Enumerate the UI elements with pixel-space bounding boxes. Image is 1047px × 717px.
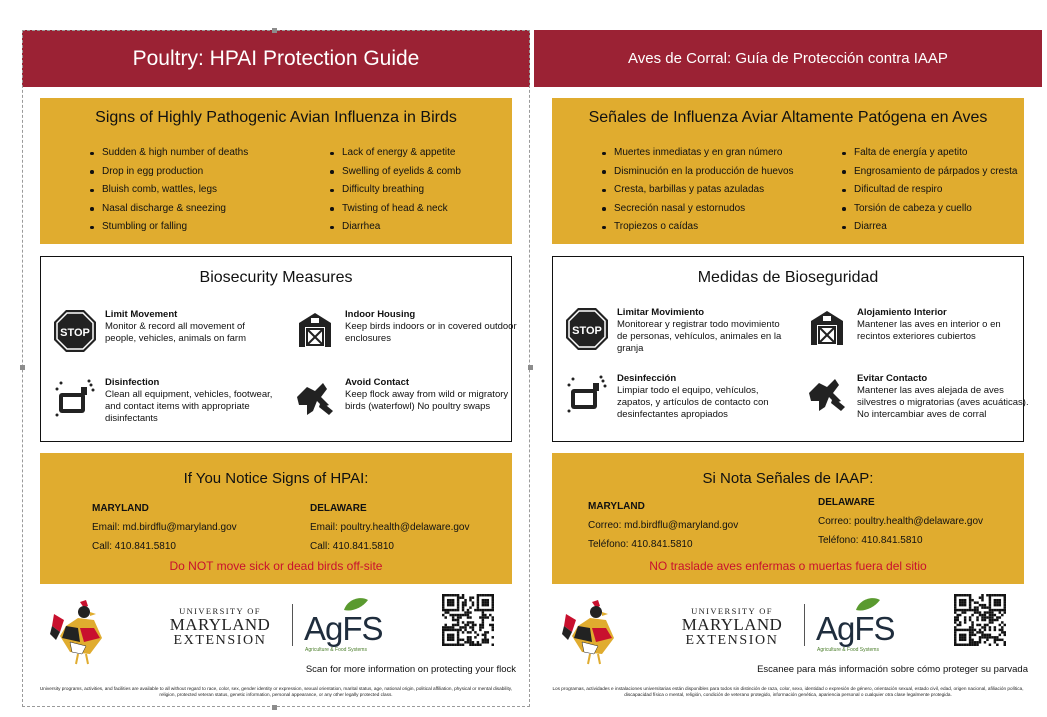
measure-text: Keep flock away from wild or migratory birds (waterfowl) No poultry swaps: [345, 389, 509, 412]
list-item: Muertes inmediatas y en gran número: [600, 144, 794, 163]
footer: [22, 590, 530, 707]
disinfectant-spray-icon: [565, 373, 609, 417]
page-title: Poultry: HPAI Protection Guide: [22, 30, 530, 87]
page-title: Aves de Corral: Guía de Protección contra IAAP: [534, 30, 1042, 87]
list-item: Twisting of head & neck: [328, 200, 461, 219]
agfs-name: AgFS: [816, 610, 895, 647]
list-item: Difficulty breathing: [328, 181, 461, 200]
nondiscrimination-statement: Los programas, actividades e instalaciones universitarias están disponibles para todos sin distinción de raza, color, sexo, identidad o expresión de género, orientación sexual, estado civil, edad, origen nacional, afiliación política, discapacidad física o mental, religión, condición de veterano protegido, información genética, apariencia personal o cualquier otra clase legalmente protegida.: [552, 686, 1024, 697]
measure-text: Mantener las aves en interior o en recintos exteriores cubiertos: [857, 319, 1001, 342]
scan-caption: Escanee para más información sobre cómo proteger su parvada: [757, 664, 1028, 675]
measure-text: Mantener las aves alejada de aves silvestres o migratorias (aves acuáticas). No intercambiar aves de corral: [857, 385, 1029, 420]
list-item: Diarrhea: [328, 218, 461, 237]
spanish-page: [534, 30, 1042, 707]
state-name: DELAWARE: [818, 497, 875, 508]
biosecurity-title: Biosecurity Measures: [199, 269, 353, 286]
list-item: Diarrea: [840, 218, 1017, 237]
stop-sign-icon: [53, 309, 97, 353]
email-contact[interactable]: Correo: poultry.health@delaware.gov: [818, 516, 984, 527]
email-contact[interactable]: Email: poultry.health@delaware.gov: [310, 522, 470, 533]
logo-text: EXTENSION: [173, 633, 267, 648]
signs-list-right: [328, 144, 461, 237]
signs-list-right: [840, 144, 1017, 237]
measure-text: Clean all equipment, vehicles, footwear, and contact items with appropriate disinfectants: [105, 389, 273, 424]
list-item: Falta de energía y apetito: [840, 144, 1017, 163]
signs-list-left: [88, 144, 248, 237]
warning-text: NO traslade aves enfermas o muertas fuera del sitio: [649, 559, 927, 573]
signs-list-left: [600, 144, 794, 237]
list-item: Stumbling or falling: [88, 218, 248, 237]
list-item: Lack of energy & appetite: [328, 144, 461, 163]
resize-handle[interactable]: [272, 28, 277, 33]
nondiscrimination-statement: University programs, activities, and facilities are available to all without regard to race, color, sex, gender identity or expression, sexual orientation, marital status, age, national origin, political affiliation, physical or mental disability, religion, protected veteran status, genetic information, personal appearance, or any other legally protected class.: [39, 686, 513, 697]
list-item: Nasal discharge & sneezing: [88, 200, 248, 219]
contact-maryland: [588, 497, 738, 554]
barn-icon: [293, 309, 337, 353]
contact-delaware: [818, 493, 983, 550]
measure-title: Avoid Contact: [345, 377, 410, 388]
stop-sign-icon: [565, 307, 609, 351]
phone-contact[interactable]: Teléfono: 410.841.5810: [588, 539, 693, 550]
agfs-logo: [304, 596, 396, 656]
measure-title: Alojamiento Interior: [857, 307, 947, 318]
state-name: MARYLAND: [588, 501, 645, 512]
state-name: DELAWARE: [310, 503, 367, 514]
measure-title: Desinfección: [617, 373, 677, 384]
wild-bird-icon: [293, 377, 337, 421]
logo-text: MARYLAND: [169, 615, 271, 634]
agfs-name: AgFS: [304, 610, 383, 647]
logo-text: UNIVERSITY OF: [179, 606, 261, 616]
biosecurity-panel: [552, 256, 1029, 442]
list-item: Secreción nasal y estornudos: [600, 200, 794, 219]
signs-panel: [40, 98, 512, 244]
list-item: Disminución en la producción de huevos: [600, 163, 794, 182]
resize-handle[interactable]: [272, 705, 277, 710]
agfs-logo: [816, 596, 908, 656]
signs-panel: [552, 98, 1024, 244]
qr-code-icon[interactable]: [442, 594, 494, 646]
phone-contact[interactable]: Call: 410.841.5810: [92, 541, 176, 552]
biosecurity-panel: [40, 256, 517, 442]
resize-handle[interactable]: [528, 365, 533, 370]
signs-title: Señales de Influenza Aviar Altamente Patógena en Aves: [588, 109, 988, 126]
logo-divider: [292, 604, 293, 646]
state-name: MARYLAND: [92, 503, 149, 514]
svg-text:STOP: STOP: [572, 325, 602, 337]
measure-title: Limitar Movimiento: [617, 307, 705, 318]
biosecurity-title: Medidas de Bioseguridad: [697, 269, 879, 286]
english-page: [22, 30, 530, 707]
list-item: Engrosamiento de párpados y cresta: [840, 163, 1017, 182]
notice-panel: [40, 453, 512, 584]
email-contact[interactable]: Correo: md.birdflu@maryland.gov: [588, 520, 739, 531]
list-item: Bluish comb, wattles, legs: [88, 181, 248, 200]
resize-handle[interactable]: [20, 365, 25, 370]
footer: [534, 590, 1042, 707]
scan-caption: Scan for more information on protecting your flock: [305, 664, 516, 675]
logo-text: UNIVERSITY OF: [691, 606, 773, 616]
logo-text: EXTENSION: [685, 633, 779, 648]
list-item: Torsión de cabeza y cuello: [840, 200, 1017, 219]
measure-text: Monitorear y registrar todo movimiento de personas, vehículos, animales en la granja: [617, 319, 782, 354]
logo-text: MARYLAND: [681, 615, 783, 634]
measure-title: Indoor Housing: [345, 309, 416, 320]
list-item: Sudden & high number of deaths: [88, 144, 248, 163]
measure-text: Keep birds indoors or in covered outdoor enclosures: [345, 321, 517, 344]
notice-title: If You Notice Signs of HPAI:: [183, 470, 369, 487]
list-item: Cresta, barbillas y patas azuladas: [600, 181, 794, 200]
phone-contact[interactable]: Call: 410.841.5810: [310, 541, 394, 552]
notice-panel: [552, 453, 1024, 584]
maryland-rooster-logo: [562, 598, 626, 666]
umd-extension-logo: [672, 606, 792, 648]
umd-extension-logo: [160, 606, 280, 648]
signs-title: Signs of Highly Pathogenic Avian Influenza in Birds: [95, 109, 457, 126]
contact-maryland: [92, 499, 237, 556]
measure-title: Disinfection: [105, 377, 160, 388]
phone-contact[interactable]: Teléfono: 410.841.5810: [818, 535, 923, 546]
notice-title: Si Nota Señales de IAAP:: [702, 470, 874, 487]
contact-delaware: [310, 499, 470, 556]
measure-title: Evitar Contacto: [857, 373, 928, 384]
warning-text: Do NOT move sick or dead birds off-site: [169, 559, 383, 573]
qr-code-icon[interactable]: [954, 594, 1006, 646]
measure-title: Limit Movement: [105, 309, 178, 320]
measure-text: Limpiar todo el equipo, vehículos, zapatos, y artículos de contacto con desinfectantes apropiados: [617, 385, 769, 420]
measure-text: Monitor & record all movement of people, vehicles, animals on farm: [105, 321, 246, 344]
wild-bird-icon: [805, 373, 849, 417]
agfs-subtitle: Agriculture & Food Systems: [817, 647, 879, 653]
svg-text:STOP: STOP: [60, 327, 90, 339]
list-item: Dificultad de respiro: [840, 181, 1017, 200]
email-contact[interactable]: Email: md.birdflu@maryland.gov: [92, 522, 237, 533]
maryland-rooster-logo: [50, 598, 114, 666]
list-item: Swelling of eyelids & comb: [328, 163, 461, 182]
agfs-subtitle: Agriculture & Food Systems: [305, 647, 367, 653]
logo-divider: [804, 604, 805, 646]
disinfectant-spray-icon: [53, 377, 97, 421]
list-item: Tropiezos o caídas: [600, 218, 794, 237]
list-item: Drop in egg production: [88, 163, 248, 182]
barn-icon: [805, 307, 849, 351]
